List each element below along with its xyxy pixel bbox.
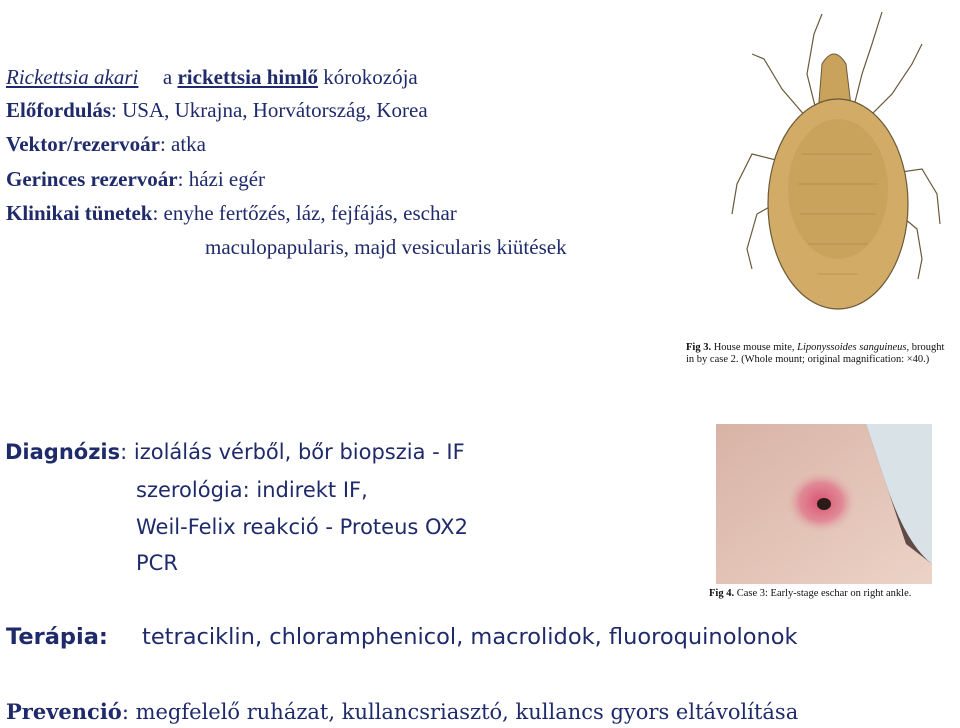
reservoir-value: : házi egér xyxy=(177,167,266,191)
disease-name: rickettsia himlő xyxy=(177,65,319,89)
organism-name: Rickettsia akari xyxy=(6,65,139,89)
mite-illustration xyxy=(722,4,954,336)
fig3-label: Fig 3. xyxy=(686,342,712,353)
fig4-text: Case 3: Early-stage eschar on right ankle. xyxy=(734,588,912,599)
occurrence-line xyxy=(6,97,428,123)
vector-line xyxy=(6,131,206,157)
fig3-text1: House mouse mite, xyxy=(711,342,798,353)
prevention-line xyxy=(6,697,798,727)
prevention-label: Prevenció xyxy=(6,699,122,724)
occurrence-value: : USA, Ukrajna, Horvátország, Korea xyxy=(111,98,428,122)
diagnosis-line xyxy=(5,438,465,466)
diagnosis-label: Diagnózis xyxy=(5,440,121,464)
diagnosis-value: : izolálás vérből, bőr biopszia - IF xyxy=(120,440,465,464)
fig4-label: Fig 4. xyxy=(709,588,735,599)
therapy-label-text: Terápia: xyxy=(6,624,108,650)
title-line xyxy=(6,64,418,90)
therapy-value: tetraciklin, chloramphenicol, macrolidok, fluoroquinolonok xyxy=(142,624,798,650)
ankle-eschar-photo xyxy=(716,424,932,584)
reservoir-line xyxy=(6,166,265,192)
fig3-species: Liponyssoides sanguineus xyxy=(797,342,907,353)
fig3-text2: , brought in by case 2. (Whole mount; original magnification: ×40.) xyxy=(686,342,945,365)
clinical-line xyxy=(6,200,457,226)
fig4-caption xyxy=(709,588,949,600)
clinical-label: Klinikai tünetek xyxy=(6,201,153,225)
vector-label: Vektor/rezervoár xyxy=(6,132,160,156)
prevention-value: : megfelelő ruházat, kullancsriasztó, kullancs gyors eltávolítása xyxy=(121,700,799,724)
reservoir-label: Gerinces rezervoár xyxy=(6,167,178,191)
clinical-line-2: maculopapularis, majd vesicularis kiütések xyxy=(205,235,567,259)
title-rest: kórokozója xyxy=(318,65,418,89)
diagnosis-line-3: Weil-Felix reakció - Proteus OX2 xyxy=(136,515,468,539)
clinical-value: : enyhe fertőzés, láz, fejfájás, eschar xyxy=(152,201,457,225)
therapy-label xyxy=(6,622,108,652)
title-a: a xyxy=(162,65,173,89)
occurrence-label: Előfordulás xyxy=(6,98,112,122)
vector-value: : atka xyxy=(159,132,206,156)
diagnosis-line-4: PCR xyxy=(136,551,178,575)
diagnosis-line-2: szerológia: indirekt IF, xyxy=(136,478,368,502)
fig3-caption xyxy=(686,342,950,365)
